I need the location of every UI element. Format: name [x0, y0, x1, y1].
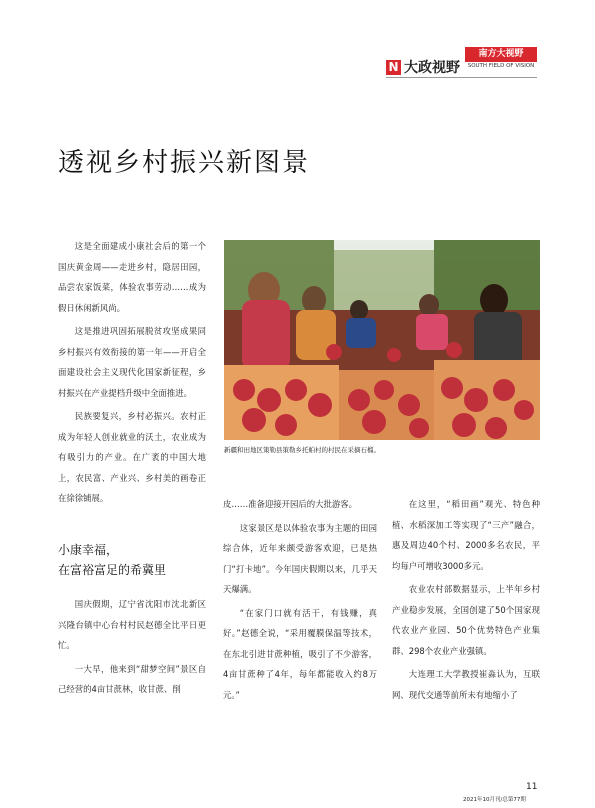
intro-column: [58, 236, 206, 512]
section-heading-line2: 在富裕富足的希冀里: [58, 563, 167, 577]
body-paragraph: 农业农村部数据显示，上半年乡村产业稳步发展，全国创建了50个国家现代农业产业园、50个优势特色产业集群、298个农业产业强镇。: [392, 584, 540, 656]
header-divider: [386, 77, 537, 78]
body-paragraph: 在这里，“稻田画”观光、特色种植、水稻深加工等实现了“三产”融合，惠及周边40个村、2000多名农民，平均每户可增收3000多元。: [392, 499, 540, 571]
column-name-en: SOUTH FIELD OF VISION: [467, 63, 535, 69]
brand-logo-mark: N: [386, 60, 401, 75]
body-paragraph: 国庆假期，辽宁省沈阳市沈北新区兴隆台镇中心台村村民赵德全比平日更忙。: [58, 599, 206, 650]
body-paragraph: 这家景区是以体验农事为主题的田园综合体，近年来颇受游客欢迎，已是热门“打卡地”。今年国庆假期以来，几乎天天爆满。: [223, 522, 377, 594]
article-headline: 透视乡村振兴新图景: [58, 148, 311, 178]
section-heading: [58, 540, 208, 580]
body-paragraph: 大连理工大学教授崔淼认为，互联网、现代交通等前所未有地缩小了: [392, 669, 540, 700]
pomegranate-harvest-photo: [224, 240, 540, 440]
photo-caption: 新疆和田地区策勒县策勒乡托帕村的村民在采摘石榴。: [224, 446, 380, 454]
section-heading-line1: 小康幸福，: [58, 543, 119, 557]
issue-info: 2021年10月刊/总第77期: [463, 797, 526, 803]
intro-paragraph: 这是推进巩固拓展脱贫攻坚成果同乡村振兴有效衔接的第一年——开启全面建设社会主义现代化国家新征程，乡村振兴在产业提档升级中全面推进。: [58, 326, 206, 398]
intro-paragraph: 民族要复兴，乡村必振兴。农村正成为年轻人创业就业的沃土，农业成为有吸引力的产业。在广袤的中国大地上，农民富、产业兴、乡村美的画卷正在徐徐铺展。: [58, 411, 206, 503]
intro-paragraph: 这是全面建成小康社会后的第一个国庆黄金周——走进乡村，隐居田园，品尝农家饭菜，体验农事劳动……成为假日休闲新风尚。: [58, 241, 206, 313]
column-name-badge: 南方大视野: [465, 47, 537, 62]
body-column-3: [392, 494, 540, 708]
body-paragraph: 皮……准备迎接开园后的大批游客。: [223, 499, 357, 509]
body-paragraph: 一大早，他来到“甜梦空间”景区自己经营的4亩甘蔗林，收甘蔗、削: [58, 663, 206, 694]
article-photo: [224, 240, 540, 440]
page-number: 11: [526, 782, 538, 792]
section-column: [58, 594, 206, 703]
body-column-2: [223, 494, 377, 708]
brand-title: 大政视野: [404, 60, 460, 76]
body-paragraph: “在家门口就有活干，有钱赚，真好。”赵德全说，“采用覆膜保温等技术，在东北引进甘蔗种植，吸引了不少游客，4亩甘蔗种了4年，每年都能收入约8万元。”: [223, 607, 377, 700]
